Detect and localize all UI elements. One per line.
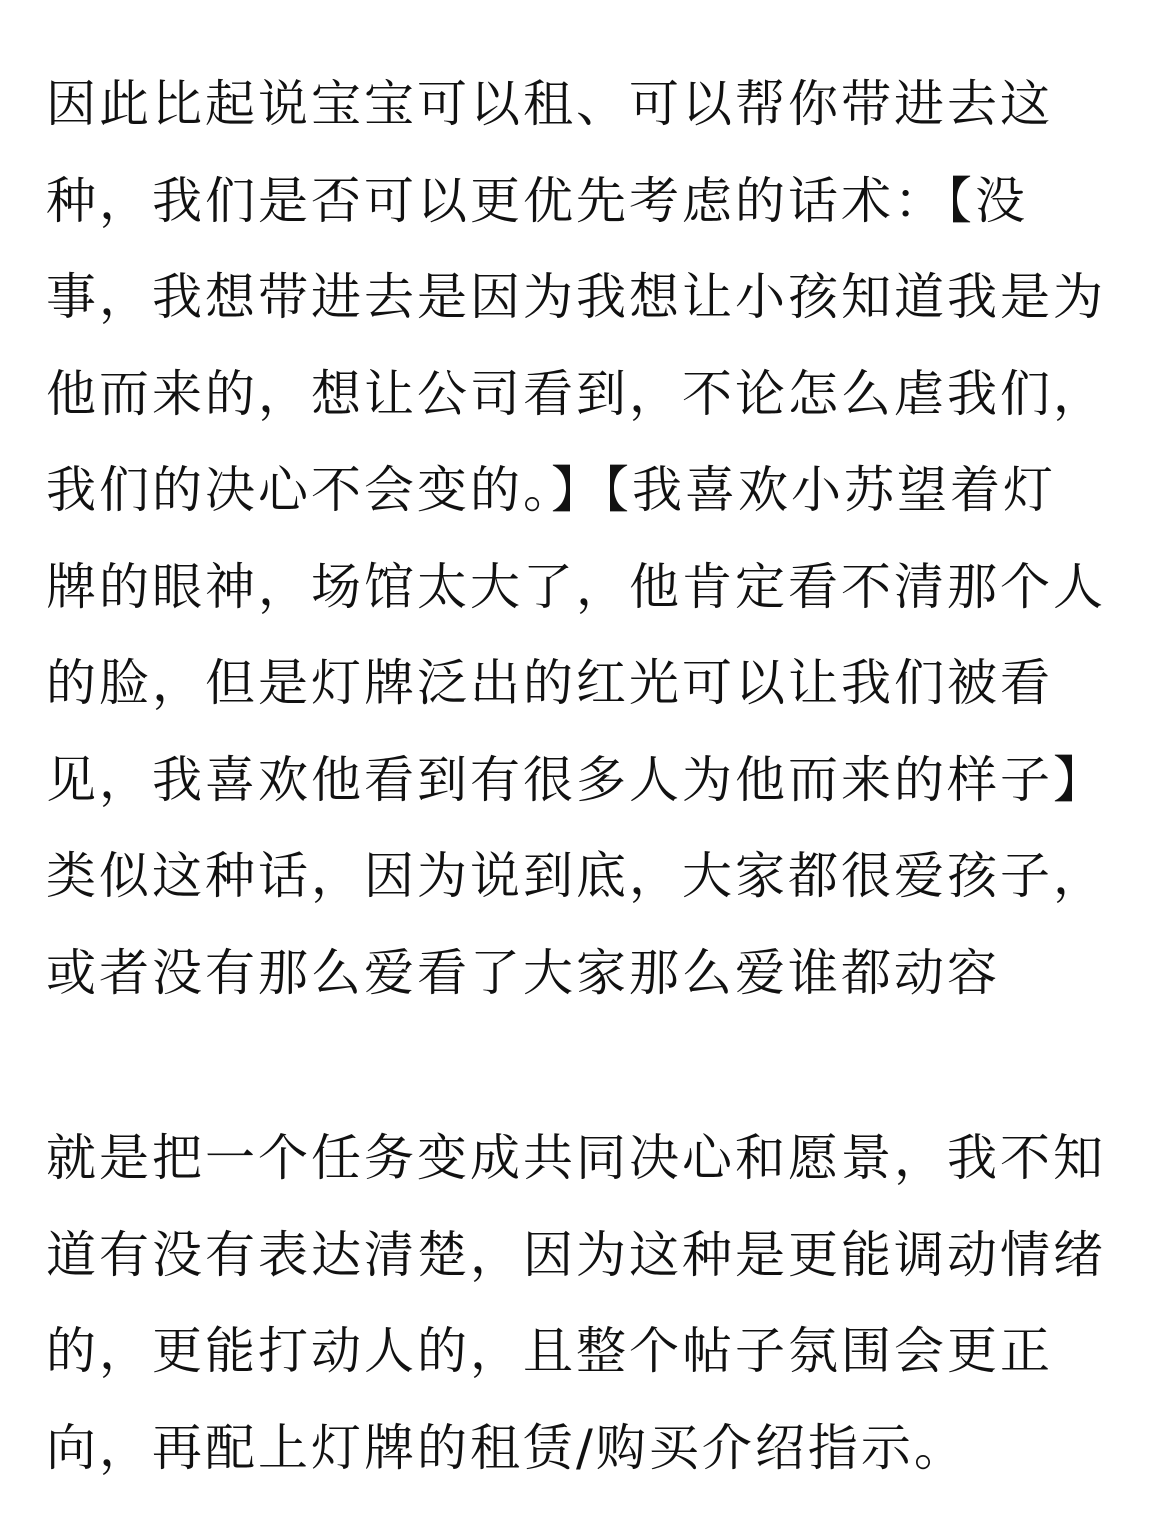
text-line: 事，我想带进去是因为我想让小孩知道我是为 (46, 268, 1106, 326)
text-line: 他而来的，想让公司看到，不论怎么虐我们， (46, 364, 1106, 423)
text-line: 类似这种话，因为说到底，大家都很爱孩子， (46, 847, 1106, 905)
text-line: 道有没有表达清楚，因为这种是更能调动情绪 (46, 1225, 1106, 1284)
text-line: 我们的决心不会变的。】【我喜欢小苏望着灯 (46, 461, 1056, 519)
text-line: 见，我喜欢他看到有很多人为他而来的样子】 (46, 750, 1106, 809)
text-line: 向，再配上灯牌的租赁/购买介绍指示。 (46, 1418, 967, 1477)
paragraph-2 (46, 1110, 1136, 1496)
text-line: 种，我们是否可以更优先考虑的话术：【没 (46, 171, 1028, 230)
paragraph-1 (46, 56, 1136, 1021)
text-line: 因此比起说宝宝可以租、可以帮你带进去这 (46, 75, 1053, 133)
text-line: 的，更能打动人的，且整个帖子氛围会更正 (46, 1322, 1053, 1380)
text-line: 的脸，但是灯牌泛出的红光可以让我们被看 (46, 654, 1053, 712)
text-line: 或者没有那么爱看了大家那么爱谁都动容 (46, 943, 1000, 1002)
text-line: 就是把一个任务变成共同决心和愿景，我不知 (46, 1129, 1106, 1187)
text-line: 牌的眼神，场馆太大了，他肯定看不清那个人 (46, 557, 1106, 616)
